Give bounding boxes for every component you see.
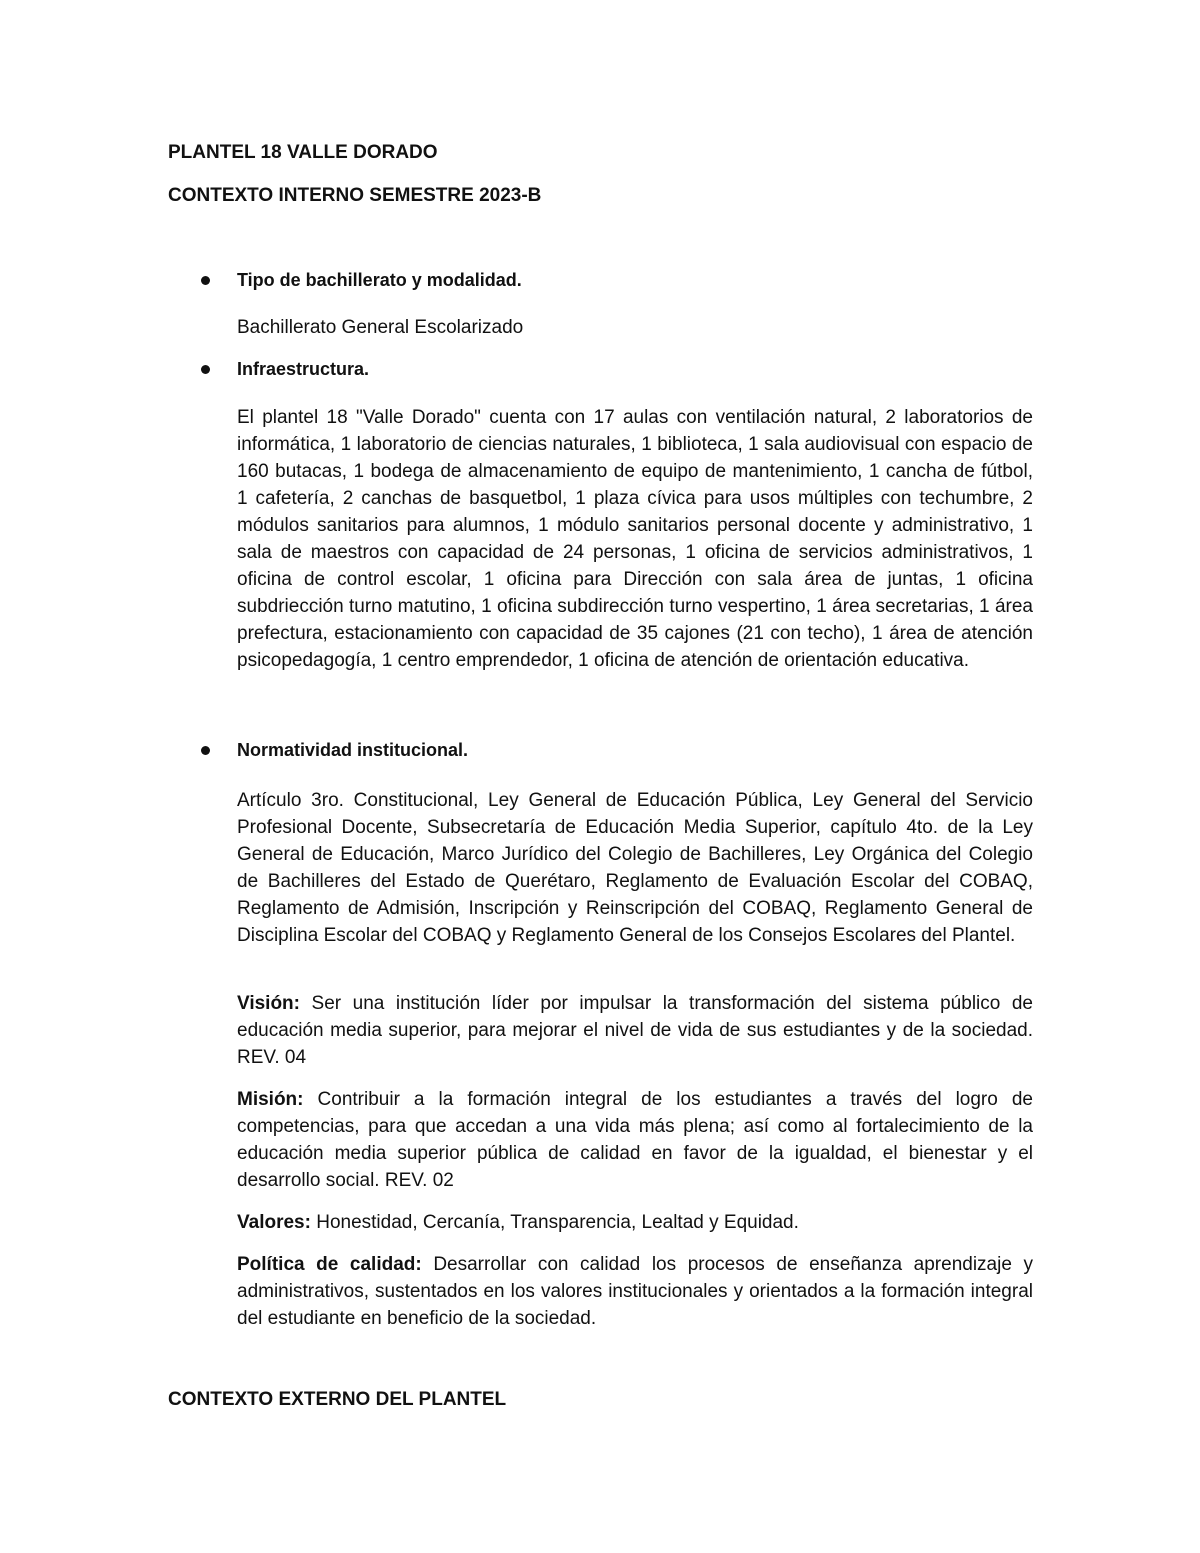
bullet-icon [201, 746, 210, 755]
external-context-heading: CONTEXTO EXTERNO DEL PLANTEL [168, 1389, 507, 1410]
mision-label: Misión: [237, 1089, 304, 1110]
valores-label: Valores: [237, 1212, 311, 1233]
section-heading-modalidad: Tipo de bachillerato y modalidad. [237, 270, 522, 290]
vision-text: Ser una institución líder por impulsar la transformación del sistema público de educación media superior, para mejorar el nivel de vida de sus estudiantes y de la sociedad. REV. 04 [237, 993, 1033, 1068]
bullet-icon [201, 276, 210, 285]
valores-paragraph [237, 1209, 1033, 1236]
section-body-modalidad: Bachillerato General Escolarizado [237, 317, 524, 338]
mision-paragraph [237, 1086, 1033, 1194]
document-subtitle: CONTEXTO INTERNO SEMESTRE 2023-B [168, 185, 542, 206]
mision-text: Contribuir a la formación integral de los estudiantes a través del logro de competencias, para que accedan a una vida más plena; así como al fortalecimiento de la educación media superior pública de calidad en favor de la igualdad, el bienestar y el desarrollo social. REV. 02 [237, 1089, 1033, 1191]
section-heading-normatividad: Normatividad institucional. [237, 740, 469, 760]
politica-label: Política de calidad: [237, 1254, 422, 1275]
section-heading-infraestructura: Infraestructura. [237, 359, 370, 379]
vision-label: Visión: [237, 993, 300, 1014]
bullet-icon [201, 365, 210, 374]
vision-paragraph [237, 990, 1033, 1071]
politica-text: Desarrollar con calidad los procesos de enseñanza aprendizaje y administrativos, sustentados en los valores institucionales y orientados a la formación integral del estudiante en beneficio de la sociedad. [237, 1254, 1033, 1329]
section-body-normatividad: Artículo 3ro. Constitucional, Ley General de Educación Pública, Ley General del Servicio Profesional Docente, Subsecretaría de Educación Media Superior, capítulo 4to. de la Ley General de Educación, Marco Jurídico del Colegio de Bachilleres, Ley Orgánica del Colegio de Bachilleres del Estado de Querétaro, Reglamento de Evaluación Escolar del COBAQ, Reglamento de Admisión, Inscripción y Reinscripción del COBAQ, Reglamento General de Disciplina Escolar del COBAQ y Reglamento General de los Consejos Escolares del Plantel. [237, 790, 1033, 946]
valores-text: Honestidad, Cercanía, Transparencia, Lealtad y Equidad. [310, 1212, 799, 1233]
document-title: PLANTEL 18 VALLE DORADO [168, 142, 438, 163]
politica-paragraph [237, 1251, 1033, 1332]
section-body-infraestructura: El plantel 18 "Valle Dorado" cuenta con 17 aulas con ventilación natural, 2 laboratorios de informática, 1 laboratorio de ciencias naturales, 1 biblioteca, 1 sala audiovisual con espacio de 160 butacas, 1 bodega de almacenamiento de equipo de mantenimiento, 1 cancha de fútbol, 1 cafetería, 2 canchas de basquetbol, 1 plaza cívica para usos múltiples con techumbre, 2 módulos sanitarios para alumnos, 1 módulo sanitarios personal docente y administrativo, 1 sala de maestros con capacidad de 24 personas, 1 oficina de servicios administrativos, 1 oficina de control escolar, 1 oficina para Dirección con sala área de juntas, 1 oficina subdriección turno matutino, 1 oficina subdirección turno vespertino, 1 área secretarias, 1 área prefectura, estacionamiento con capacidad de 35 cajones (21 con techo), 1 área de atención psicopedagogía, 1 centro emprendedor, 1 oficina de atención de orientación educativa. [237, 407, 1033, 671]
